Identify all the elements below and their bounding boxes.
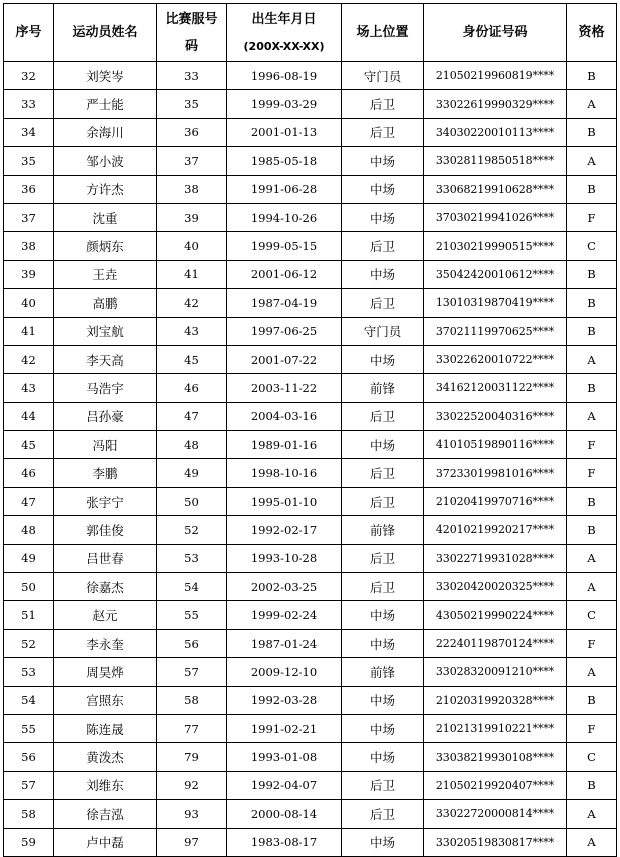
cell-qualification: B <box>567 374 617 402</box>
cell-qualification: C <box>567 601 617 629</box>
cell-qualification: B <box>567 771 617 799</box>
cell-id: 33022520040316**** <box>424 402 567 430</box>
table-row <box>4 544 617 572</box>
cell-index: 49 <box>4 544 54 572</box>
cell-number: 56 <box>157 629 227 657</box>
cell-index: 34 <box>4 118 54 146</box>
cell-id: 21050219960819**** <box>424 62 567 90</box>
cell-id: 33020519830817**** <box>424 828 567 856</box>
cell-name: 刘维东 <box>54 771 157 799</box>
cell-qualification: B <box>567 260 617 288</box>
cell-birth: 1993-01-08 <box>227 743 342 771</box>
cell-birth: 2009-12-10 <box>227 658 342 686</box>
cell-position: 中场 <box>342 203 424 231</box>
cell-qualification: B <box>567 487 617 515</box>
table-row <box>4 459 617 487</box>
cell-position: 中场 <box>342 714 424 742</box>
cell-id: 43050219990224**** <box>424 601 567 629</box>
header-index: 序号 <box>4 4 54 62</box>
cell-name: 高鹏 <box>54 289 157 317</box>
table-row <box>4 771 617 799</box>
cell-position: 后卫 <box>342 487 424 515</box>
cell-index: 32 <box>4 62 54 90</box>
cell-qualification: A <box>567 828 617 856</box>
cell-position: 后卫 <box>342 118 424 146</box>
cell-number: 58 <box>157 686 227 714</box>
cell-number: 40 <box>157 232 227 260</box>
cell-position: 中场 <box>342 431 424 459</box>
cell-birth: 1989-01-16 <box>227 431 342 459</box>
cell-qualification: B <box>567 62 617 90</box>
cell-birth: 1997-06-25 <box>227 317 342 345</box>
cell-name: 余海川 <box>54 118 157 146</box>
cell-qualification: A <box>567 658 617 686</box>
cell-birth: 1999-02-24 <box>227 601 342 629</box>
cell-qualification: C <box>567 232 617 260</box>
cell-position: 中场 <box>342 147 424 175</box>
cell-position: 中场 <box>342 629 424 657</box>
table-body <box>4 62 617 857</box>
cell-qualification: A <box>567 544 617 572</box>
cell-index: 54 <box>4 686 54 714</box>
cell-index: 41 <box>4 317 54 345</box>
table-row <box>4 232 617 260</box>
cell-id: 21020319920328**** <box>424 686 567 714</box>
cell-position: 中场 <box>342 345 424 373</box>
cell-qualification: C <box>567 743 617 771</box>
table-row <box>4 516 617 544</box>
cell-id: 33022620010722**** <box>424 345 567 373</box>
cell-number: 37 <box>157 147 227 175</box>
cell-index: 37 <box>4 203 54 231</box>
cell-id: 37030219941026**** <box>424 203 567 231</box>
cell-birth: 1999-03-29 <box>227 90 342 118</box>
table-row <box>4 629 617 657</box>
cell-id: 13010319870419**** <box>424 289 567 317</box>
table-row <box>4 147 617 175</box>
cell-number: 52 <box>157 516 227 544</box>
cell-name: 吕孙豪 <box>54 402 157 430</box>
cell-name: 王垚 <box>54 260 157 288</box>
cell-position: 守门员 <box>342 62 424 90</box>
cell-id: 42010219920217**** <box>424 516 567 544</box>
cell-index: 46 <box>4 459 54 487</box>
cell-qualification: A <box>567 573 617 601</box>
cell-index: 44 <box>4 402 54 430</box>
cell-index: 43 <box>4 374 54 402</box>
cell-qualification: F <box>567 431 617 459</box>
cell-birth: 1991-06-28 <box>227 175 342 203</box>
cell-index: 58 <box>4 800 54 828</box>
cell-name: 宫照东 <box>54 686 157 714</box>
header-birth-line2: (200X-XX-XX) <box>243 39 325 53</box>
cell-number: 35 <box>157 90 227 118</box>
cell-number: 57 <box>157 658 227 686</box>
header-name: 运动员姓名 <box>54 4 157 62</box>
cell-birth: 1995-01-10 <box>227 487 342 515</box>
cell-id: 35042420010612**** <box>424 260 567 288</box>
header-number <box>157 4 227 62</box>
table-row <box>4 573 617 601</box>
cell-birth: 1985-05-18 <box>227 147 342 175</box>
cell-id: 33020420020325**** <box>424 573 567 601</box>
cell-qualification: B <box>567 317 617 345</box>
cell-id: 21030219990515**** <box>424 232 567 260</box>
cell-position: 中场 <box>342 828 424 856</box>
cell-birth: 1999-05-15 <box>227 232 342 260</box>
table-row <box>4 828 617 856</box>
cell-index: 57 <box>4 771 54 799</box>
cell-position: 中场 <box>342 601 424 629</box>
cell-position: 后卫 <box>342 402 424 430</box>
cell-qualification: A <box>567 402 617 430</box>
table-row <box>4 800 617 828</box>
cell-position: 后卫 <box>342 289 424 317</box>
cell-position: 后卫 <box>342 90 424 118</box>
cell-number: 43 <box>157 317 227 345</box>
table-row <box>4 374 617 402</box>
cell-birth: 1992-04-07 <box>227 771 342 799</box>
cell-id: 37233019981016**** <box>424 459 567 487</box>
table-row <box>4 260 617 288</box>
cell-birth: 1987-04-19 <box>227 289 342 317</box>
cell-name: 方许杰 <box>54 175 157 203</box>
cell-name: 吕世春 <box>54 544 157 572</box>
cell-number: 46 <box>157 374 227 402</box>
header-id: 身份证号码 <box>424 4 567 62</box>
cell-qualification: B <box>567 118 617 146</box>
cell-id: 33022720000814**** <box>424 800 567 828</box>
table-row <box>4 345 617 373</box>
cell-id: 33038219930108**** <box>424 743 567 771</box>
table-row <box>4 62 617 90</box>
table-row <box>4 487 617 515</box>
cell-position: 前锋 <box>342 658 424 686</box>
cell-id: 33022619990329**** <box>424 90 567 118</box>
cell-number: 97 <box>157 828 227 856</box>
cell-number: 55 <box>157 601 227 629</box>
cell-index: 53 <box>4 658 54 686</box>
table-row <box>4 714 617 742</box>
header-position: 场上位置 <box>342 4 424 62</box>
cell-number: 77 <box>157 714 227 742</box>
cell-index: 48 <box>4 516 54 544</box>
table-row <box>4 118 617 146</box>
cell-birth: 1994-10-26 <box>227 203 342 231</box>
cell-index: 39 <box>4 260 54 288</box>
cell-id: 33028320091210**** <box>424 658 567 686</box>
cell-birth: 1998-10-16 <box>227 459 342 487</box>
cell-id: 33022719931028**** <box>424 544 567 572</box>
cell-number: 47 <box>157 402 227 430</box>
cell-number: 93 <box>157 800 227 828</box>
cell-index: 40 <box>4 289 54 317</box>
cell-index: 56 <box>4 743 54 771</box>
cell-qualification: F <box>567 714 617 742</box>
cell-name: 颜炳东 <box>54 232 157 260</box>
cell-id: 34030220010113**** <box>424 118 567 146</box>
table-row <box>4 686 617 714</box>
cell-name: 李永奎 <box>54 629 157 657</box>
cell-number: 50 <box>157 487 227 515</box>
header-row <box>4 4 617 62</box>
cell-position: 中场 <box>342 686 424 714</box>
cell-position: 后卫 <box>342 771 424 799</box>
table-row <box>4 431 617 459</box>
cell-index: 36 <box>4 175 54 203</box>
cell-position: 中场 <box>342 175 424 203</box>
cell-birth: 1993-10-28 <box>227 544 342 572</box>
cell-number: 79 <box>157 743 227 771</box>
cell-name: 刘笑岑 <box>54 62 157 90</box>
cell-id: 41010519890116**** <box>424 431 567 459</box>
cell-name: 严士能 <box>54 90 157 118</box>
cell-qualification: F <box>567 459 617 487</box>
cell-birth: 1992-03-28 <box>227 686 342 714</box>
cell-position: 后卫 <box>342 573 424 601</box>
cell-number: 39 <box>157 203 227 231</box>
cell-number: 49 <box>157 459 227 487</box>
cell-birth: 1983-08-17 <box>227 828 342 856</box>
cell-position: 前锋 <box>342 516 424 544</box>
table-row <box>4 601 617 629</box>
table-row <box>4 743 617 771</box>
cell-birth: 1991-02-21 <box>227 714 342 742</box>
cell-birth: 1992-02-17 <box>227 516 342 544</box>
cell-position: 后卫 <box>342 459 424 487</box>
cell-name: 赵元 <box>54 601 157 629</box>
cell-index: 47 <box>4 487 54 515</box>
cell-position: 后卫 <box>342 544 424 572</box>
cell-birth: 2001-06-12 <box>227 260 342 288</box>
cell-id: 21020419970716**** <box>424 487 567 515</box>
cell-name: 陈连晟 <box>54 714 157 742</box>
cell-id: 21050219920407**** <box>424 771 567 799</box>
cell-birth: 2001-07-22 <box>227 345 342 373</box>
table-row <box>4 203 617 231</box>
cell-index: 51 <box>4 601 54 629</box>
cell-number: 33 <box>157 62 227 90</box>
cell-position: 前锋 <box>342 374 424 402</box>
cell-name: 黄泼杰 <box>54 743 157 771</box>
cell-qualification: B <box>567 516 617 544</box>
cell-id: 37021119970625**** <box>424 317 567 345</box>
cell-number: 36 <box>157 118 227 146</box>
cell-name: 马浩宇 <box>54 374 157 402</box>
cell-index: 59 <box>4 828 54 856</box>
cell-number: 41 <box>157 260 227 288</box>
cell-index: 42 <box>4 345 54 373</box>
cell-number: 53 <box>157 544 227 572</box>
cell-qualification: A <box>567 147 617 175</box>
cell-position: 后卫 <box>342 232 424 260</box>
table-row <box>4 175 617 203</box>
cell-index: 33 <box>4 90 54 118</box>
cell-number: 45 <box>157 345 227 373</box>
cell-position: 中场 <box>342 743 424 771</box>
cell-qualification: F <box>567 203 617 231</box>
header-birth <box>227 4 342 62</box>
cell-name: 冯阳 <box>54 431 157 459</box>
cell-birth: 1987-01-24 <box>227 629 342 657</box>
cell-id: 21021319910221**** <box>424 714 567 742</box>
cell-index: 50 <box>4 573 54 601</box>
header-number-line2: 码 <box>184 38 198 54</box>
cell-id: 34162120031122**** <box>424 374 567 402</box>
table-row <box>4 317 617 345</box>
cell-name: 李鹏 <box>54 459 157 487</box>
table-row <box>4 289 617 317</box>
cell-index: 35 <box>4 147 54 175</box>
cell-id: 33068219910628**** <box>424 175 567 203</box>
cell-name: 卢中磊 <box>54 828 157 856</box>
cell-number: 42 <box>157 289 227 317</box>
cell-number: 48 <box>157 431 227 459</box>
cell-name: 张宇宁 <box>54 487 157 515</box>
cell-birth: 2001-01-13 <box>227 118 342 146</box>
cell-index: 55 <box>4 714 54 742</box>
cell-name: 刘宝航 <box>54 317 157 345</box>
cell-index: 45 <box>4 431 54 459</box>
cell-index: 38 <box>4 232 54 260</box>
cell-qualification: B <box>567 175 617 203</box>
cell-number: 54 <box>157 573 227 601</box>
cell-qualification: A <box>567 90 617 118</box>
cell-name: 周昊烨 <box>54 658 157 686</box>
cell-qualification: B <box>567 686 617 714</box>
roster-table <box>3 3 617 857</box>
cell-name: 邹小波 <box>54 147 157 175</box>
table-header <box>4 4 617 62</box>
cell-qualification: A <box>567 800 617 828</box>
cell-name: 徐嘉杰 <box>54 573 157 601</box>
cell-name: 沈重 <box>54 203 157 231</box>
cell-qualification: B <box>567 289 617 317</box>
cell-id: 33028119850518**** <box>424 147 567 175</box>
cell-qualification: A <box>567 345 617 373</box>
cell-name: 李天高 <box>54 345 157 373</box>
cell-name: 郭佳俊 <box>54 516 157 544</box>
cell-birth: 1996-08-19 <box>227 62 342 90</box>
header-birth-line1: 出生年月日 <box>251 11 317 27</box>
cell-number: 92 <box>157 771 227 799</box>
cell-position: 后卫 <box>342 800 424 828</box>
cell-position: 守门员 <box>342 317 424 345</box>
table-row <box>4 402 617 430</box>
table-row <box>4 90 617 118</box>
cell-id: 22240119870124**** <box>424 629 567 657</box>
cell-qualification: F <box>567 629 617 657</box>
table-row <box>4 658 617 686</box>
cell-birth: 2002-03-25 <box>227 573 342 601</box>
header-qualification: 资格 <box>567 4 617 62</box>
cell-birth: 2000-08-14 <box>227 800 342 828</box>
cell-name: 徐吉泓 <box>54 800 157 828</box>
cell-birth: 2004-03-16 <box>227 402 342 430</box>
header-number-line1: 比赛服号 <box>165 11 218 27</box>
cell-position: 中场 <box>342 260 424 288</box>
cell-number: 38 <box>157 175 227 203</box>
cell-birth: 2003-11-22 <box>227 374 342 402</box>
cell-index: 52 <box>4 629 54 657</box>
